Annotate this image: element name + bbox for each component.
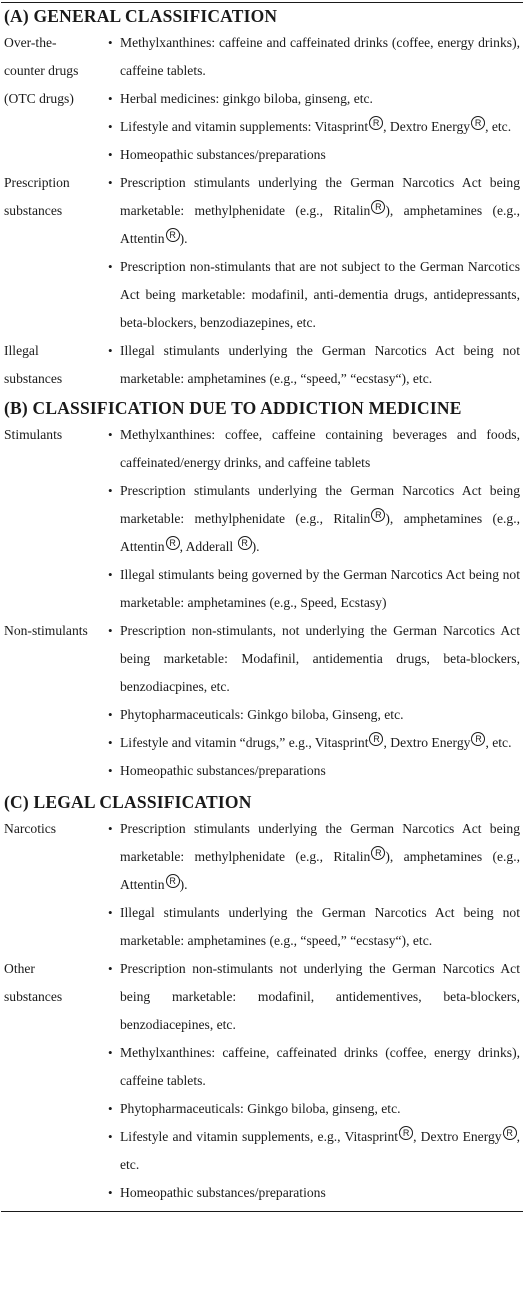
bullet-icon: • — [108, 343, 113, 358]
list-item — [96, 1123, 524, 1179]
list-item — [96, 477, 524, 561]
list-item-text: Prescription non-stimulants that are not subject to the German Narcotics Act being marketable: modafinil, anti-dementia drugs, antidepressants, beta-blockers, benzodiazepines, etc. — [120, 259, 520, 330]
bullet-icon: • — [108, 427, 113, 442]
category-label: Non-stimulants — [4, 623, 88, 638]
section-b-title: (B) CLASSIFICATION DUE TO ADDICTION MEDICINE — [4, 398, 462, 418]
section-a-title: (A) GENERAL CLASSIFICATION — [4, 6, 278, 26]
category-group — [0, 421, 524, 617]
category-group — [0, 29, 524, 169]
registered-mark-icon: R — [399, 1126, 413, 1140]
bullet-icon: • — [108, 259, 113, 274]
list-item — [96, 1179, 524, 1207]
list-item-text: Homeopathic substances/preparations — [120, 1185, 326, 1200]
bullet-icon: • — [108, 821, 113, 836]
registered-mark-icon: R — [371, 508, 385, 522]
list-item — [96, 253, 524, 337]
category-group — [0, 955, 524, 1207]
bullet-icon: • — [108, 961, 113, 976]
bullet-icon: • — [108, 1129, 113, 1144]
section-c-title: (C) LEGAL CLASSIFICATION — [4, 792, 252, 812]
list-item-text: Illegal stimulants underlying the German Narcotics Act being not marketable: amphetamines (e.g., “speed,” “ecstasy“), etc. — [120, 905, 520, 948]
registered-mark-icon: R — [471, 116, 485, 130]
list-item — [96, 729, 524, 757]
list-item-text: Methylxanthines: coffee, caffeine containing beverages and foods, caffeinated/energy drinks, and caffeine tablets — [120, 427, 520, 470]
list-item-text: Lifestyle and vitamin “drugs,” e.g., Vitasprint R , Dextro Energy R , etc. — [120, 734, 512, 750]
item-list — [96, 617, 524, 785]
category-group — [0, 617, 524, 785]
bullet-icon: • — [108, 35, 113, 50]
item-list — [96, 337, 524, 393]
item-list — [96, 955, 524, 1207]
list-item — [96, 701, 524, 729]
section-a-body — [0, 29, 524, 393]
list-item-text: Prescription non-stimulants, not underlying the German Narcotics Act being marketable: Modafinil, antidementia drugs, beta-blockers, benzodiacpines, etc. — [120, 623, 520, 694]
bottom-rule — [1, 1211, 523, 1212]
category-label: Stimulants — [4, 427, 63, 442]
list-item-text: Homeopathic substances/preparations — [120, 147, 326, 162]
section-c-body — [0, 815, 524, 1207]
list-item — [96, 421, 524, 477]
category-label: Narcotics — [4, 821, 57, 836]
bullet-icon: • — [108, 735, 113, 750]
registered-mark-icon: R — [369, 732, 383, 746]
bullet-icon: • — [108, 623, 113, 638]
registered-mark-icon: R — [371, 846, 385, 860]
bullet-icon: • — [108, 483, 113, 498]
list-item — [96, 169, 524, 253]
bullet-icon: • — [108, 119, 113, 134]
category-label: Over-the-counter drugs (OTC drugs) — [4, 35, 79, 106]
list-item-text: Phytopharmaceuticals: Ginkgo biloba, Ginseng, etc. — [120, 707, 404, 722]
item-list — [96, 815, 524, 955]
category-group — [0, 169, 524, 337]
category-label: Other substances — [4, 961, 63, 1004]
list-item-text: Lifestyle and vitamin supplements, e.g., Vitasprint R , Dextro Energy R , etc. — [120, 1128, 520, 1172]
bullet-icon: • — [108, 707, 113, 722]
list-item-text: Prescription stimulants underlying the German Narcotics Act being marketable: methylphenidate (e.g., Ritalin R ), amphetamines (e.g., Attentin R ). — [120, 175, 520, 246]
list-item-text: Prescription stimulants underlying the German Narcotics Act being marketable: methylphenidate (e.g., Ritalin R ), amphetamines (e.g., Attentin R , Adderall R ). — [120, 483, 520, 554]
list-item — [96, 757, 524, 785]
list-item-text: Prescription non-stimulants not underlying the German Narcotics Act being marketable: modafinil, antidementives, beta-blockers, benzodiacepines, etc. — [120, 961, 520, 1032]
item-list — [96, 169, 524, 337]
list-item — [96, 1095, 524, 1123]
list-item — [96, 617, 524, 701]
list-item — [96, 29, 524, 85]
bullet-icon: • — [108, 91, 113, 106]
list-item — [96, 113, 524, 141]
list-item — [96, 899, 524, 955]
list-item — [96, 85, 524, 113]
list-item — [96, 141, 524, 169]
list-item — [96, 561, 524, 617]
list-item-text: Herbal medicines: ginkgo biloba, ginseng, etc. — [120, 91, 373, 106]
bullet-icon: • — [108, 905, 113, 920]
classification-table — [0, 2, 524, 1212]
item-list — [96, 421, 524, 617]
registered-mark-icon: R — [503, 1126, 517, 1140]
registered-mark-icon: R — [471, 732, 485, 746]
registered-mark-icon: R — [369, 116, 383, 130]
list-item-text: Phytopharmaceuticals: Ginkgo biloba, ginseng, etc. — [120, 1101, 401, 1116]
registered-mark-icon: R — [238, 536, 252, 550]
list-item — [96, 337, 524, 393]
bullet-icon: • — [108, 1101, 113, 1116]
list-item-text: Methylxanthines: caffeine and caffeinated drinks (coffee, energy drinks), caffeine tablets. — [120, 35, 520, 78]
list-item-text: Illegal stimulants being governed by the German Narcotics Act being not marketable: amphetamines (e.g., Speed, Ecstasy) — [120, 567, 520, 610]
list-item-text: Homeopathic substances/preparations — [120, 763, 326, 778]
list-item — [96, 955, 524, 1039]
list-item-text: Lifestyle and vitamin supplements: Vitasprint R , Dextro Energy R , etc. — [120, 118, 512, 134]
item-list — [96, 29, 524, 169]
list-item — [96, 815, 524, 899]
bullet-icon: • — [108, 175, 113, 190]
bullet-icon: • — [108, 763, 113, 778]
registered-mark-icon: R — [166, 228, 180, 242]
category-group — [0, 337, 524, 393]
list-item-text: Prescription stimulants underlying the German Narcotics Act being marketable: methylphenidate (e.g., Ritalin R ), amphetamines (e.g., Attentin R ). — [120, 821, 520, 892]
category-group — [0, 815, 524, 955]
list-item-text: Methylxanthines: caffeine, caffeinated drinks (coffee, energy drinks), caffeine tablets. — [120, 1045, 520, 1088]
section-b-body — [0, 421, 524, 785]
bullet-icon: • — [108, 1045, 113, 1060]
registered-mark-icon: R — [371, 200, 385, 214]
bullet-icon: • — [108, 1185, 113, 1200]
list-item — [96, 1039, 524, 1095]
category-label: Illegal substances — [4, 343, 63, 386]
registered-mark-icon: R — [166, 536, 180, 550]
registered-mark-icon: R — [166, 874, 180, 888]
bullet-icon: • — [108, 567, 113, 582]
list-item-text: Illegal stimulants underlying the German Narcotics Act being not marketable: amphetamines (e.g., “speed,” “ecstasy“), etc. — [120, 343, 520, 386]
category-label: Prescription substances — [4, 175, 70, 218]
bullet-icon: • — [108, 147, 113, 162]
